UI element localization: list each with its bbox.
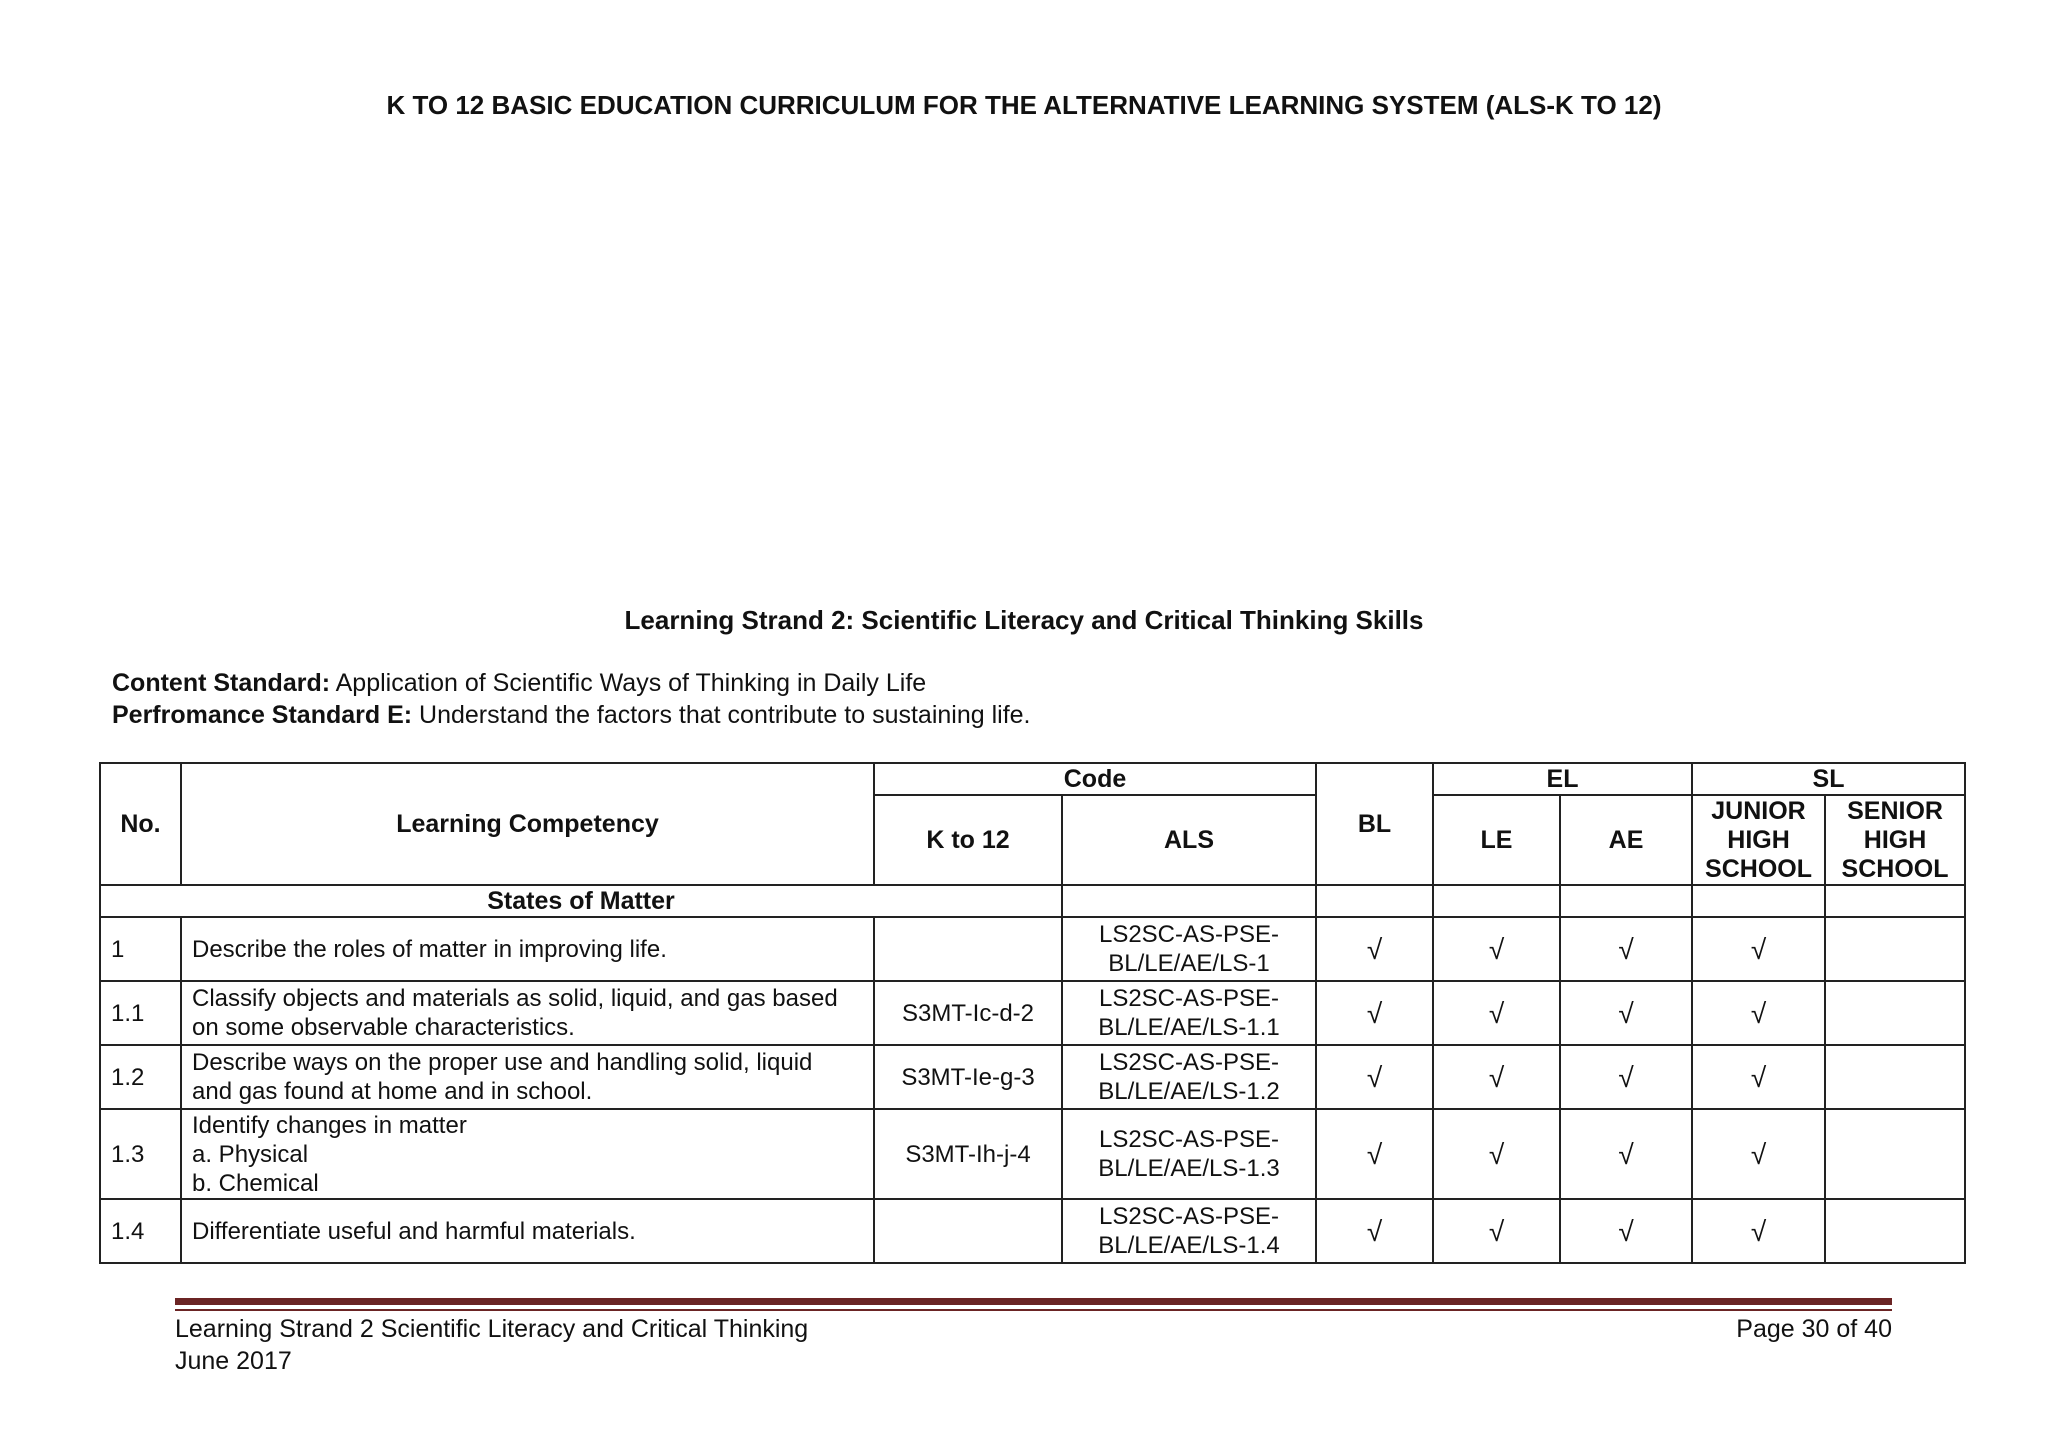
footer-date: June 2017 [175, 1347, 292, 1375]
footer-left [175, 1313, 808, 1377]
k12-code-cell [874, 917, 1062, 981]
performance-standard-label: Perfromance Standard E: [112, 701, 413, 729]
junior-high-check: √ [1692, 1109, 1825, 1199]
bl-check: √ [1316, 1199, 1433, 1263]
performance-standard [112, 699, 1031, 731]
content-standard [112, 667, 1031, 699]
table-row [100, 981, 1965, 1045]
bl-check: √ [1316, 1045, 1433, 1109]
bl-check: √ [1316, 981, 1433, 1045]
als-code-cell [1062, 981, 1316, 1045]
competency-cell-line: on some observable characteristics. [192, 1014, 575, 1041]
ae-check: √ [1560, 917, 1692, 981]
header-k12: K to 12 [874, 795, 1062, 885]
table-body [100, 885, 1965, 1263]
competency-cell [181, 1045, 874, 1109]
ae-check: √ [1560, 1045, 1692, 1109]
header-bl: BL [1316, 763, 1433, 885]
le-check: √ [1433, 917, 1560, 981]
competency-cell-line: a. Physical [192, 1140, 309, 1168]
footer-rule-thick [175, 1298, 1892, 1305]
senior-high-check [1825, 1109, 1965, 1199]
competency-table [99, 762, 1966, 1264]
performance-standard-text: Understand the factors that contribute to sustaining life. [412, 701, 1031, 729]
ae-check: √ [1560, 981, 1692, 1045]
header-competency: Learning Competency [181, 763, 874, 885]
header-als: ALS [1062, 795, 1316, 885]
als-code-cell-line: LS2SC-AS-PSE- [1098, 985, 1280, 1012]
als-code-cell [1062, 1045, 1316, 1109]
als-code-cell [1062, 1109, 1316, 1199]
footer-strand: Learning Strand 2 Scientific Literacy and Critical Thinking [175, 1315, 809, 1343]
competency-cell [181, 1109, 874, 1199]
competency-cell-line: b. Chemical [192, 1169, 319, 1197]
row-number: 1.3 [100, 1109, 181, 1199]
senior-high-check [1825, 981, 1965, 1045]
table-cell [1433, 885, 1560, 917]
junior-high-check: √ [1692, 1045, 1825, 1109]
table-row [100, 1045, 1965, 1109]
junior-high-check: √ [1692, 981, 1825, 1045]
table-cell [1316, 885, 1433, 917]
table-row [100, 1199, 1965, 1263]
als-code-cell-line: LS2SC-AS-PSE- [1098, 921, 1280, 948]
content-standard-text: Application of Scientific Ways of Thinking in Daily Life [330, 669, 927, 697]
page-number: Page 30 of 40 [1736, 1315, 1892, 1343]
bl-check: √ [1316, 1109, 1433, 1199]
le-check: √ [1433, 981, 1560, 1045]
group-label: States of Matter [100, 885, 1062, 917]
table-cell [1560, 885, 1692, 917]
table-header [100, 763, 1965, 885]
table-row [100, 917, 1965, 981]
header-junior-high: JUNIOR HIGH SCHOOL [1692, 795, 1825, 885]
competency-cell [181, 1199, 874, 1263]
competency-cell-line: and gas found at home and in school. [192, 1078, 593, 1105]
als-code-cell-line: BL/LE/AE/LS-1.4 [1098, 1232, 1280, 1259]
als-code-cell-line: BL/LE/AE/LS-1.1 [1098, 1014, 1280, 1041]
competency-cell-line: Describe the roles of matter in improving life. [192, 935, 667, 963]
header-sl: SL [1692, 763, 1965, 795]
competency-cell [181, 917, 874, 981]
ae-check: √ [1560, 1109, 1692, 1199]
k12-code-cell: S3MT-Ie-g-3 [874, 1045, 1062, 1109]
group-row [100, 885, 1965, 917]
row-number: 1 [100, 917, 181, 981]
header-el: EL [1433, 763, 1692, 795]
header-code: Code [874, 763, 1316, 795]
als-code-cell-line: BL/LE/AE/LS-1.2 [1098, 1078, 1280, 1105]
junior-high-check: √ [1692, 917, 1825, 981]
als-code-cell-line: BL/LE/AE/LS-1.3 [1098, 1155, 1280, 1182]
k12-code-cell [874, 1199, 1062, 1263]
senior-high-check [1825, 1045, 1965, 1109]
row-number: 1.2 [100, 1045, 181, 1109]
als-code-cell-line: BL/LE/AE/LS-1 [1108, 950, 1270, 977]
le-check: √ [1433, 1045, 1560, 1109]
footer-rule-thin [175, 1309, 1892, 1311]
row-number: 1.1 [100, 981, 181, 1045]
header-ae: AE [1560, 795, 1692, 885]
strand-title: Learning Strand 2: Scientific Literacy and Critical Thinking Skills [624, 605, 1424, 635]
als-code-cell-line: LS2SC-AS-PSE- [1098, 1203, 1280, 1230]
content-standard-label: Content Standard: [112, 669, 331, 697]
competency-cell-line: Differentiate useful and harmful materials. [192, 1217, 636, 1245]
le-check: √ [1433, 1109, 1560, 1199]
ae-check: √ [1560, 1199, 1692, 1263]
bl-check: √ [1316, 917, 1433, 981]
header-no: No. [100, 763, 181, 885]
senior-high-check [1825, 1199, 1965, 1263]
competency-cell-line: Describe ways on the proper use and handling solid, liquid [192, 1049, 813, 1076]
senior-high-check [1825, 917, 1965, 981]
table-cell [1062, 885, 1316, 917]
competency-cell-line: Classify objects and materials as solid, liquid, and gas based [192, 985, 838, 1012]
als-code-cell-line: LS2SC-AS-PSE- [1098, 1049, 1280, 1076]
row-number: 1.4 [100, 1199, 181, 1263]
table-cell [1825, 885, 1965, 917]
als-code-cell [1062, 1199, 1316, 1263]
competency-cell [181, 981, 874, 1045]
k12-code-cell: S3MT-Ic-d-2 [874, 981, 1062, 1045]
table-cell [1692, 885, 1825, 917]
junior-high-check: √ [1692, 1199, 1825, 1263]
header-senior-high: SENIOR HIGH SCHOOL [1825, 795, 1965, 885]
als-code-cell [1062, 917, 1316, 981]
header-le: LE [1433, 795, 1560, 885]
document-title: K TO 12 BASIC EDUCATION CURRICULUM FOR THE ALTERNATIVE LEARNING SYSTEM (ALS-K TO 12) [386, 90, 1662, 120]
competency-cell-line: Identify changes in matter [192, 1111, 467, 1139]
table-row [100, 1109, 1965, 1199]
le-check: √ [1433, 1199, 1560, 1263]
k12-code-cell: S3MT-Ih-j-4 [874, 1109, 1062, 1199]
standards-block [112, 667, 1031, 731]
als-code-cell-line: LS2SC-AS-PSE- [1098, 1126, 1280, 1153]
